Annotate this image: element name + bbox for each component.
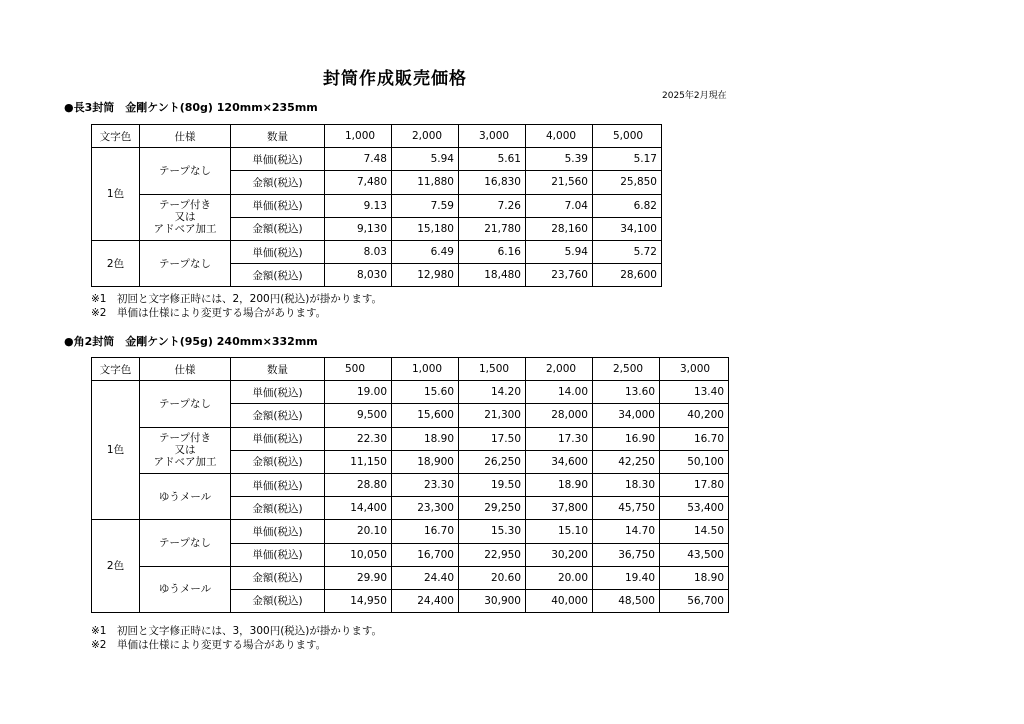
column-header: 仕様 (140, 125, 231, 148)
table-header-row (92, 125, 662, 148)
price-cell: 5.72 (593, 240, 662, 263)
price-cell: 9,130 (325, 217, 392, 240)
price-cell: 24.40 (392, 566, 459, 589)
price-cell: 29.90 (325, 566, 392, 589)
table-row (92, 381, 729, 404)
table-row (92, 427, 729, 450)
price-cell: 43,500 (660, 543, 729, 566)
price-cell: 40,000 (526, 589, 593, 612)
price-cell: 13.60 (593, 381, 660, 404)
price-cell: 36,750 (593, 543, 660, 566)
price-cell: 16,830 (459, 171, 526, 194)
quantity-header: 1,000 (392, 358, 459, 381)
price-cell: 21,780 (459, 217, 526, 240)
price-cell: 34,100 (593, 217, 662, 240)
price-cell: 18.90 (660, 566, 729, 589)
page-title: 封筒作成販売価格 (323, 69, 467, 89)
price-cell: 18,900 (392, 450, 459, 473)
price-cell: 7.59 (392, 194, 459, 217)
price-table-naga3 (91, 124, 662, 287)
price-cell: 40,200 (660, 404, 729, 427)
spec-line: 又は (174, 444, 196, 457)
price-cell: 8,030 (325, 264, 392, 287)
color-count-cell: 1色 (92, 381, 140, 520)
row-label: 単価(税込) (231, 473, 325, 496)
row-label: 金額(税込) (231, 404, 325, 427)
note-line: ※2 単価は仕様により変更する場合があります。 (91, 307, 327, 319)
price-cell: 25,850 (593, 171, 662, 194)
price-cell: 28.80 (325, 473, 392, 496)
price-cell: 24,400 (392, 589, 459, 612)
table-header-row (92, 358, 729, 381)
price-cell: 56,700 (660, 589, 729, 612)
quantity-header: 4,000 (526, 125, 593, 148)
price-cell: 15.60 (392, 381, 459, 404)
row-label: 金額(税込) (231, 264, 325, 287)
table-row (92, 148, 662, 171)
price-cell: 53,400 (660, 497, 729, 520)
price-cell: 19.00 (325, 381, 392, 404)
price-cell: 5.94 (392, 148, 459, 171)
price-cell: 6.16 (459, 240, 526, 263)
quantity-header: 500 (325, 358, 392, 381)
price-cell: 7,480 (325, 171, 392, 194)
row-label: 単価(税込) (231, 194, 325, 217)
price-cell: 16.70 (660, 427, 729, 450)
price-cell: 17.30 (526, 427, 593, 450)
price-cell: 45,750 (593, 497, 660, 520)
price-cell: 8.03 (325, 240, 392, 263)
price-cell: 15,600 (392, 404, 459, 427)
price-cell: 14.00 (526, 381, 593, 404)
price-cell: 5.17 (593, 148, 662, 171)
column-header: 数量 (231, 125, 325, 148)
table-row (92, 566, 729, 589)
spec-line: アドベア加工 (153, 223, 217, 236)
price-cell: 13.40 (660, 381, 729, 404)
price-cell: 23,760 (526, 264, 593, 287)
row-label: 金額(税込) (231, 217, 325, 240)
quantity-header: 5,000 (593, 125, 662, 148)
price-cell: 12,980 (392, 264, 459, 287)
price-cell: 28,160 (526, 217, 593, 240)
price-cell: 22.30 (325, 427, 392, 450)
price-cell: 19.40 (593, 566, 660, 589)
price-cell: 42,250 (593, 450, 660, 473)
table-row (92, 194, 662, 217)
price-cell: 50,100 (660, 450, 729, 473)
notes-naga3 (91, 292, 382, 320)
row-label: 単価(税込) (231, 427, 325, 450)
price-cell: 29,250 (459, 497, 526, 520)
spec-cell: テープなし (140, 520, 231, 566)
price-cell: 23,300 (392, 497, 459, 520)
price-cell: 15.30 (459, 520, 526, 543)
price-cell: 11,880 (392, 171, 459, 194)
price-cell: 30,900 (459, 589, 526, 612)
column-header: 数量 (231, 358, 325, 381)
price-cell: 16.90 (593, 427, 660, 450)
quantity-header: 2,500 (593, 358, 660, 381)
note-line: ※1 初回と文字修正時には、2，200円(税込)が掛かります。 (91, 293, 383, 305)
price-cell: 16.70 (392, 520, 459, 543)
column-header: 仕様 (140, 358, 231, 381)
price-cell: 9,500 (325, 404, 392, 427)
spec-cell (140, 427, 231, 473)
price-table-kaku2 (91, 357, 729, 613)
price-cell: 6.49 (392, 240, 459, 263)
spec-line: アドベア加工 (153, 456, 217, 469)
quantity-header: 2,000 (392, 125, 459, 148)
spec-cell: ゆうメール (140, 473, 231, 519)
column-header: 文字色 (92, 125, 140, 148)
price-cell: 22,950 (459, 543, 526, 566)
spec-cell: テープなし (140, 240, 231, 286)
table-row (92, 473, 729, 496)
row-label: 単価(税込) (231, 240, 325, 263)
row-label: 金額(税込) (231, 171, 325, 194)
price-cell: 10,050 (325, 543, 392, 566)
price-cell: 14.50 (660, 520, 729, 543)
row-label: 単価(税込) (231, 520, 325, 543)
price-cell: 7.04 (526, 194, 593, 217)
row-label: 単価(税込) (231, 381, 325, 404)
price-cell: 7.26 (459, 194, 526, 217)
row-label: 単価(税込) (231, 543, 325, 566)
price-cell: 14,400 (325, 497, 392, 520)
price-cell: 30,200 (526, 543, 593, 566)
row-label: 金額(税込) (231, 497, 325, 520)
price-cell: 17.50 (459, 427, 526, 450)
price-cell: 20.60 (459, 566, 526, 589)
price-cell: 9.13 (325, 194, 392, 217)
note-line: ※2 単価は仕様により変更する場合があります。 (91, 639, 327, 651)
price-cell: 28,600 (593, 264, 662, 287)
price-cell: 37,800 (526, 497, 593, 520)
spec-cell: ゆうメール (140, 566, 231, 612)
row-label: 単価(税込) (231, 148, 325, 171)
quantity-header: 1,500 (459, 358, 526, 381)
table-row (92, 520, 729, 543)
spec-line: テープ付き (159, 199, 211, 212)
price-cell: 15,180 (392, 217, 459, 240)
price-cell: 6.82 (593, 194, 662, 217)
price-cell: 26,250 (459, 450, 526, 473)
quantity-header: 3,000 (660, 358, 729, 381)
price-cell: 14,950 (325, 589, 392, 612)
price-cell: 19.50 (459, 473, 526, 496)
quantity-header: 3,000 (459, 125, 526, 148)
section-heading-kaku2: ●角2封筒 金剛ケント(95g) 240mm×332mm (64, 335, 318, 348)
spec-line: テープ付き (159, 432, 211, 445)
color-count-cell: 2色 (92, 240, 140, 286)
note-line: ※1 初回と文字修正時には、3，300円(税込)が掛かります。 (91, 625, 383, 637)
column-header: 文字色 (92, 358, 140, 381)
row-label: 金額(税込) (231, 450, 325, 473)
color-count-cell: 2色 (92, 520, 140, 613)
spec-cell: テープなし (140, 381, 231, 427)
notes-kaku2 (91, 624, 382, 652)
price-cell: 14.70 (593, 520, 660, 543)
price-cell: 20.00 (526, 566, 593, 589)
price-cell: 34,600 (526, 450, 593, 473)
price-cell: 21,300 (459, 404, 526, 427)
quantity-header: 2,000 (526, 358, 593, 381)
quantity-header: 1,000 (325, 125, 392, 148)
price-cell: 28,000 (526, 404, 593, 427)
price-cell: 14.20 (459, 381, 526, 404)
price-cell: 23.30 (392, 473, 459, 496)
price-cell: 18,480 (459, 264, 526, 287)
price-cell: 16,700 (392, 543, 459, 566)
price-cell: 20.10 (325, 520, 392, 543)
price-cell: 18.90 (526, 473, 593, 496)
as-of-date: 2025年2月現在 (662, 91, 727, 101)
price-cell: 5.61 (459, 148, 526, 171)
spec-cell: テープなし (140, 148, 231, 194)
price-cell: 18.30 (593, 473, 660, 496)
price-cell: 17.80 (660, 473, 729, 496)
table-row (92, 240, 662, 263)
price-cell: 48,500 (593, 589, 660, 612)
spec-line: 又は (174, 211, 196, 224)
price-cell: 34,000 (593, 404, 660, 427)
price-cell: 21,560 (526, 171, 593, 194)
price-cell: 7.48 (325, 148, 392, 171)
row-label: 金額(税込) (231, 566, 325, 589)
price-cell: 15.10 (526, 520, 593, 543)
price-cell: 5.94 (526, 240, 593, 263)
section-heading-naga3: ●長3封筒 金剛ケント(80g) 120mm×235mm (64, 101, 318, 114)
price-cell: 5.39 (526, 148, 593, 171)
spec-cell (140, 194, 231, 240)
price-cell: 18.90 (392, 427, 459, 450)
row-label: 金額(税込) (231, 589, 325, 612)
price-cell: 11,150 (325, 450, 392, 473)
color-count-cell: 1色 (92, 148, 140, 241)
